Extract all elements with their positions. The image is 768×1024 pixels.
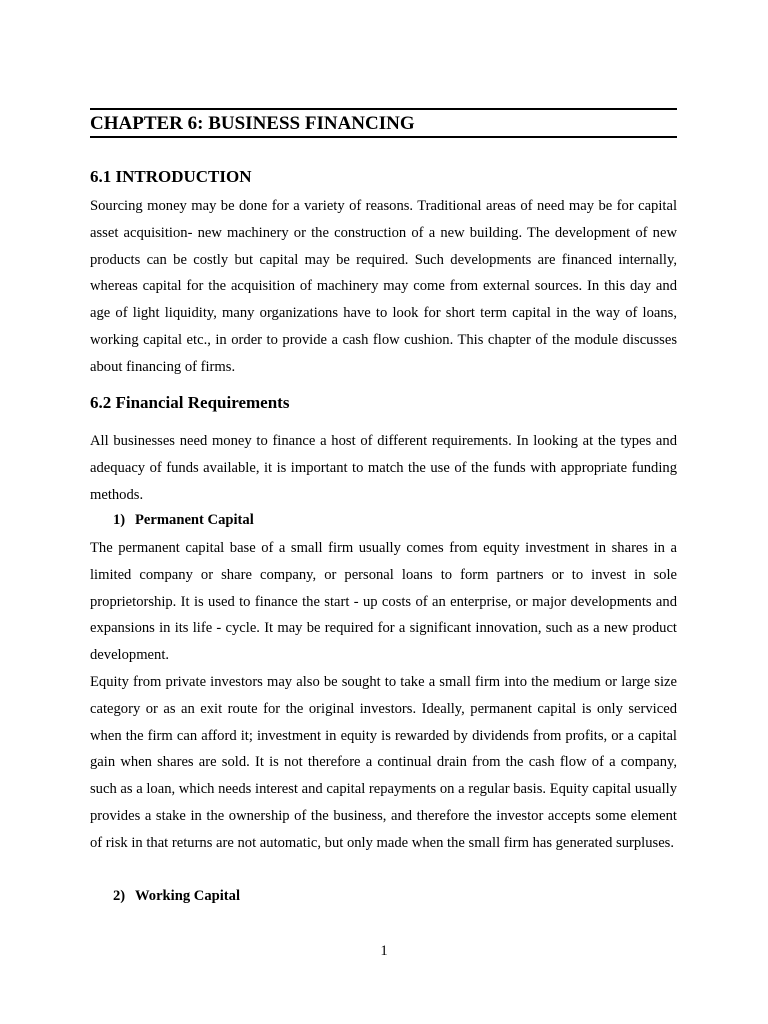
permanent-capital-paragraph-2: Equity from private investors may also be sought to take a small firm into the medium or large size category or as an exit route for the original investors. Ideally, permanent capital is only serviced when the firm can afford it; investment in equity is rewarded by dividends from profits, or a capital gain when shares are sold. It is not therefore a continual drain from the cash flow of a company, such as a loan, which needs interest and capital repayments on a regular basis. Equity capital usually provides a stake in the ownership of the business, and therefore the investor accepts some element of risk in that returns are not automatic, but only made when the small firm has generated surpluses. bbox=[90, 674, 677, 851]
subsection-heading-working-capital bbox=[113, 886, 240, 906]
financial-requirements-paragraph: All businesses need money to finance a host of different requirements. In looking at the types and adequacy of funds available, it is important to match the use of the funds with appropriate funding methods. bbox=[90, 433, 677, 503]
chapter-title: CHAPTER 6: BUSINESS FINANCING bbox=[90, 113, 415, 134]
permanent-capital-paragraph-1: The permanent capital base of a small firm usually comes from equity investment in shares in a limited company or share company, or personal loans to form partners or to invest in sole proprietorship. It is used to finance the start - up costs of an enterprise, or major developments and expansions in its life - cycle. It may be required for a significant innovation, such as a new product development. bbox=[90, 540, 677, 664]
subsection-number: 1) bbox=[113, 512, 126, 528]
introduction-paragraph: Sourcing money may be done for a variety of reasons. Traditional areas of need may be for capital asset acquisition- new machinery or the construction of a new building. The development of new products can be costly but capital may be required. Such developments are financed internally, whereas capital for the acquisition of machinery may come from external sources. In this day and age of light liquidity, many organizations have to look for short term capital in the way of loans, working capital etc., in order to provide a cash flow cushion. This chapter of the module discusses about financing of firms. bbox=[90, 198, 677, 375]
subsection-title: Working Capital bbox=[135, 888, 241, 904]
subsection-number: 2) bbox=[113, 888, 126, 904]
subsection-title: Permanent Capital bbox=[135, 512, 254, 528]
chapter-rule-bottom bbox=[90, 136, 677, 138]
section-heading-introduction: 6.1 INTRODUCTION bbox=[90, 167, 252, 186]
section-heading-financial-requirements: 6.2 Financial Requirements bbox=[90, 393, 290, 412]
subsection-heading-permanent-capital bbox=[113, 510, 254, 530]
chapter-rule-top bbox=[90, 108, 677, 110]
page-number: 1 bbox=[380, 943, 388, 959]
